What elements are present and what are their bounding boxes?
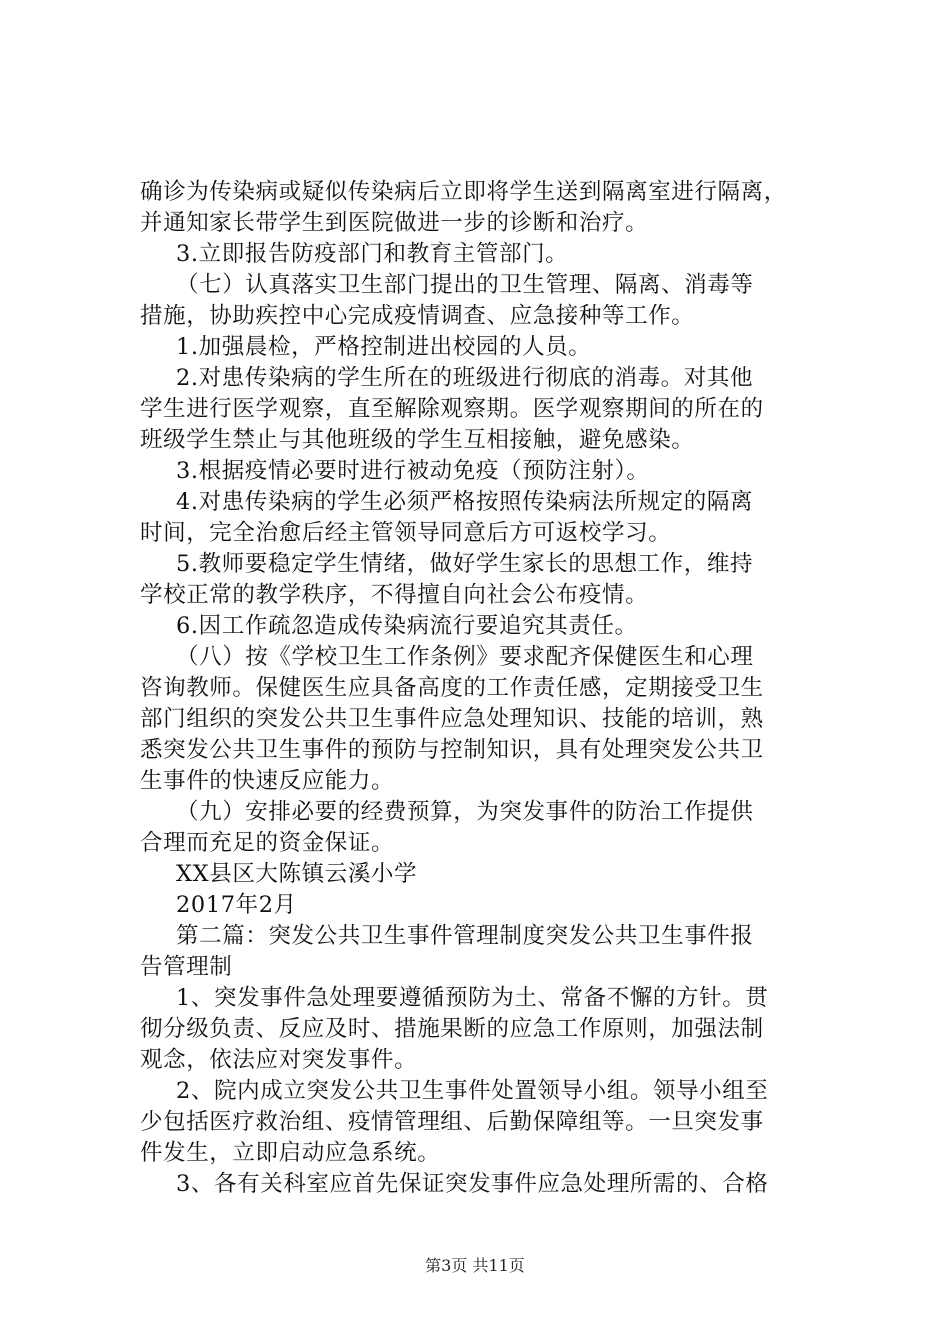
text-line: 时间，完全治愈后经主管领导同意后方可返校学习。 [140,520,672,546]
text-line: 1、突发事件急处理要遵循预防为土、常备不懈的方针。贯 [176,985,769,1011]
text-line: 观念，依法应对突发事件。 [140,1047,418,1073]
text-line: 3.立即报告防疫部门和教育主管部门。 [176,241,569,267]
text-line: 悉突发公共卫生事件的预防与控制知识，具有处理突发公共卫 [140,737,764,763]
text-line: 4.对患传染病的学生必须严格按照传染病法所规定的隔离 [176,489,754,515]
section-heading: 第二篇：突发公共卫生事件管理制度突发公共卫生事件报 [176,923,754,949]
signature-date: 2017年2月 [176,892,297,918]
text-line: 2、院内成立突发公共卫生事件处置领导小组。领导小组至 [176,1078,769,1104]
text-line: 彻分级负责、反应及时、措施果断的应急工作原则，加强法制 [140,1016,764,1042]
signature-school: XX县区大陈镇云溪小学 [176,861,418,887]
text-line: 2.对患传染病的学生所在的班级进行彻底的消毒。对其他 [176,365,754,391]
text-line: （九）安排必要的经费预算，为突发事件的防治工作提供 [176,799,754,825]
text-line: 1.加强晨检，严格控制进出校园的人员。 [176,334,592,360]
text-line: 措施，协助疾控中心完成疫情调查、应急接种等工作。 [140,303,695,329]
text-line: 部门组织的突发公共卫生事件应急处理知识、技能的培训，熟 [140,706,764,732]
page-number-footer: 第3页 共11页 [425,1256,525,1275]
text-line: 3、各有关科室应首先保证突发事件应急处理所需的、合格 [176,1171,769,1197]
text-line: 合理而充足的资金保证。 [140,830,395,856]
text-line: 少包括医疗救治组、疫情管理组、后勤保障组等。一旦突发事 [140,1109,764,1135]
section-heading: 告管理制 [140,954,233,980]
text-line: 咨询教师。保健医生应具备高度的工作责任感，定期接受卫生 [140,675,764,701]
text-line: 确诊为传染病或疑似传染病后立即将学生送到隔离室进行隔离， [140,179,787,205]
text-line: （八）按《学校卫生工作条例》要求配齐保健医生和心理 [176,644,754,670]
text-line: 班级学生禁止与其他班级的学生互相接触，避免感染。 [140,427,695,453]
text-line: （七）认真落实卫生部门提出的卫生管理、隔离、消毒等 [176,272,754,298]
text-line: 5.教师要稳定学生情绪，做好学生家长的思想工作，维持 [176,551,754,577]
text-line: 学生进行医学观察，直至解除观察期。医学观察期间的所在的 [140,396,764,422]
text-line: 并通知家长带学生到医院做进一步的诊断和治疗。 [140,210,649,236]
text-line: 生事件的快速反应能力。 [140,768,395,794]
text-line: 3.根据疫情必要时进行被动免疫（预防注射）。 [176,458,650,484]
text-line: 6.因工作疏忽造成传染病流行要追究其责任。 [176,613,638,639]
text-line: 件发生，立即启动应急系统。 [140,1140,441,1166]
text-line: 学校正常的教学秩序，不得擅自向社会公布疫情。 [140,582,649,608]
